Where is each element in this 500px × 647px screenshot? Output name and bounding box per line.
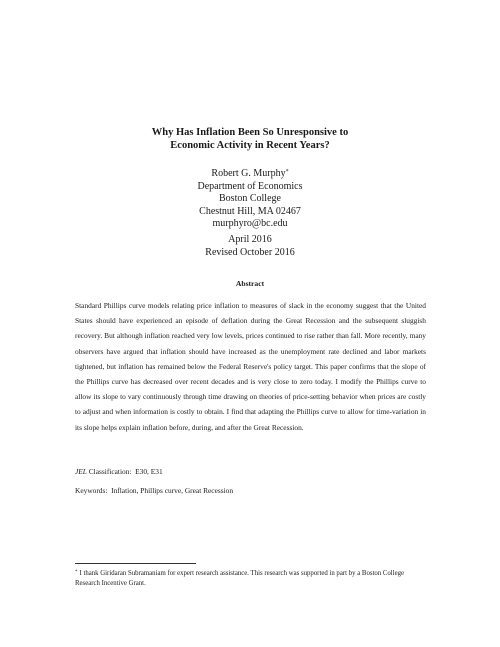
abstract-text: Standard Phillips curve models relating price inflation to measures of slack in the economy suggest that the United States should have experienced an episode of deflation during the Great Recession and the subsequent sluggish recovery. But although inflation reached very low levels, prices continued to rise rather than fall. More recently, many observers have argued that inflation should have increased as the unemployment rate declined and labor markets tightened, but inflation has remained below the Federal Reserve's policy target. This paper confirms that the slope of the Phillips curve has decreased over recent decades and is very close to zero today. I modify the Phillips curve to allow its slope to vary continuously through time drawing on theories of price-setting behavior when prices are costly to adjust and when information is costly to obtain. I find that adapting the Phillips curve to allow for time-variation in its slope helps explain inflation before, during, and after the Great Recession. (75, 301, 426, 432)
jel-codes: E30, E31 (135, 467, 163, 476)
title-line-2: Economic Activity in Recent Years? (170, 140, 330, 151)
keywords-label: Keywords: (75, 486, 108, 495)
author-department: Department of Economics (197, 180, 303, 192)
author-block (0, 168, 500, 231)
footnote-divider (75, 563, 196, 564)
author-email: murphyro@bc.edu (212, 218, 288, 230)
original-date: April 2016 (228, 234, 272, 245)
footnote-text: I thank Giridaran Subramaniam for expert research assistance. This research was supported in part by a Boston College Research Incentive Grant. (75, 570, 405, 587)
footnote-mark: * (75, 570, 78, 575)
jel-label: JEL (75, 467, 87, 476)
keywords-values: Inflation, Phillips curve, Great Recession (111, 486, 234, 495)
author-name-line (0, 168, 500, 181)
paper-title (0, 126, 500, 152)
title-line-1: Why Has Inflation Been So Unresponsive to (151, 127, 349, 138)
abstract-heading: Abstract (235, 279, 265, 288)
author-name: Robert G. Murphy (211, 168, 286, 179)
author-institution: Boston College (219, 193, 281, 205)
keywords-line (75, 486, 426, 495)
date-block (0, 234, 500, 259)
revised-date: Revised October 2016 (205, 246, 295, 258)
footnote (75, 569, 426, 589)
jel-label-rest: Classification: (86, 467, 132, 476)
author-address: Chestnut Hill, MA 02467 (199, 205, 301, 217)
author-footnote-mark: * (285, 169, 289, 175)
jel-classification (75, 467, 426, 476)
